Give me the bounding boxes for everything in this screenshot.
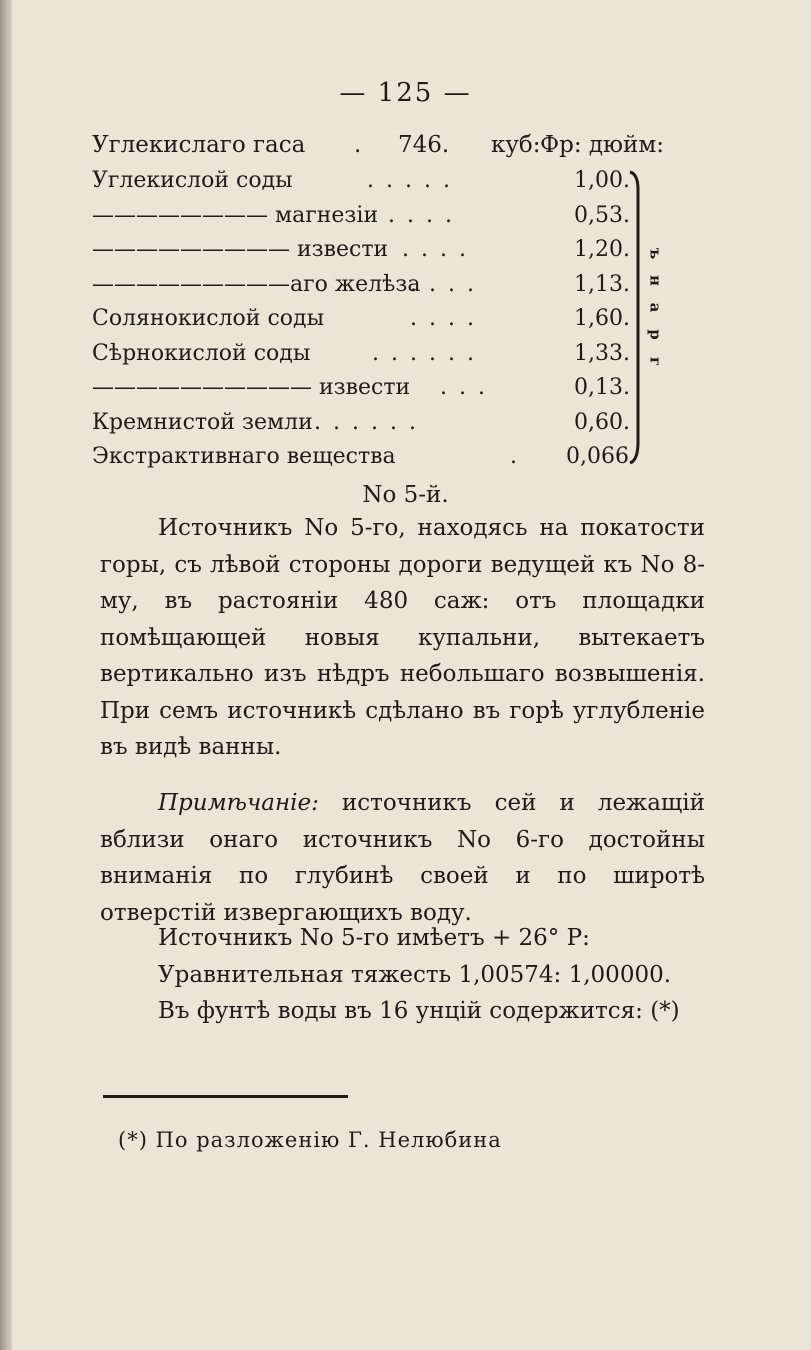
- row-value: 1,33.: [574, 340, 630, 366]
- paragraph-source-description: [100, 510, 705, 766]
- row-value: 1,00.: [574, 168, 630, 193]
- paragraph-measurements: [100, 920, 705, 1030]
- row-dots: .: [510, 444, 529, 469]
- header-title: Углекислаго гаса: [92, 132, 306, 158]
- row-dots: ....: [410, 271, 486, 297]
- content-line: Въ фунтѣ воды въ 16 унцій содержится: (*): [158, 998, 680, 1024]
- table-row: [92, 203, 652, 238]
- row-value: 0,066.: [566, 444, 636, 469]
- note-text: источникъ сей и лежащій вблизи онаго источникъ No 6-го достойны вниманія по глубинѣ своей и по широтѣ отверстій извергающихъ воду.: [100, 790, 705, 926]
- row-name: —————————аго желѣза: [92, 271, 421, 297]
- row-value: 1,60.: [574, 306, 630, 331]
- table-row: [92, 444, 652, 479]
- row-name: Сѣрнокислой соды: [92, 340, 311, 366]
- row-dots: ...: [440, 375, 497, 400]
- table-row: [92, 410, 652, 445]
- row-value: 0,53.: [574, 202, 630, 228]
- footnote: (*) По разложенію Г. Нелюбина: [118, 1128, 502, 1152]
- footnote-divider: [103, 1095, 348, 1098]
- header-amount: 746.: [398, 132, 450, 158]
- section-title: No 5-й.: [362, 482, 449, 508]
- row-name: Углекислой соды: [92, 168, 293, 193]
- vertical-letter: ъ: [646, 247, 665, 260]
- row-value: 0,60.: [574, 409, 630, 435]
- paragraph-text: Источникъ No 5-го, находясь на покатости горы, съ лѣвой стороны дороги ведущей къ No 8-му, въ растояніи 480 саж: отъ площадки помѣщающей новыя купальни, вытекаетъ вертикально изъ нѣдръ небольшаго возвышенія. При семъ источникѣ сдѣлано въ горѣ углубленіе въ видѣ ванны.: [100, 515, 705, 760]
- note-label: Примѣчаніе:: [158, 790, 319, 816]
- row-value: 0,13.: [574, 375, 630, 400]
- page-number: — 125 —: [339, 78, 472, 108]
- composition-table: [92, 168, 652, 479]
- row-name: Экстрактивнаго вещества: [92, 444, 396, 469]
- row-dots: ....: [388, 202, 464, 228]
- vertical-letter: н: [646, 275, 665, 286]
- table-row: [92, 237, 652, 272]
- row-dots: ....: [402, 237, 478, 262]
- gravity-line: Уравнительная тяжесть 1,00574: 1,00000.: [158, 961, 672, 988]
- header-unit: куб:: [491, 132, 541, 158]
- header-dot: .: [354, 132, 362, 158]
- row-name: ———————— магнезіи: [92, 202, 379, 228]
- header-measure: Фр: дюйм:: [540, 132, 665, 158]
- table-row: [92, 168, 652, 203]
- row-name: ————————— извести: [92, 237, 389, 262]
- row-name: Кремнистой земли: [92, 409, 313, 435]
- page-binding-edge: [0, 0, 12, 1350]
- table-row: [92, 306, 652, 341]
- temperature-line: Источникъ No 5-го имѣетъ + 26° Р:: [158, 925, 590, 951]
- note-paragraph: [100, 785, 705, 931]
- row-dots: ....: [410, 306, 486, 331]
- row-dots: ......: [372, 340, 486, 366]
- row-value: 1,13.: [574, 271, 630, 297]
- row-value: 1,20.: [574, 237, 630, 262]
- paragraph-note: [100, 785, 705, 931]
- vertical-letter: р: [646, 329, 665, 340]
- vertical-unit-label: [642, 240, 668, 375]
- row-dots: ......: [314, 409, 428, 435]
- vertical-letter: а: [646, 302, 665, 313]
- table-row: [92, 272, 652, 307]
- row-name: —————————— извести: [92, 375, 411, 400]
- vertical-letter: г: [646, 356, 665, 367]
- row-dots: .....: [367, 168, 462, 193]
- table-row: [92, 341, 652, 376]
- row-name: Солянокислой соды: [92, 306, 325, 331]
- table-row: [92, 375, 652, 410]
